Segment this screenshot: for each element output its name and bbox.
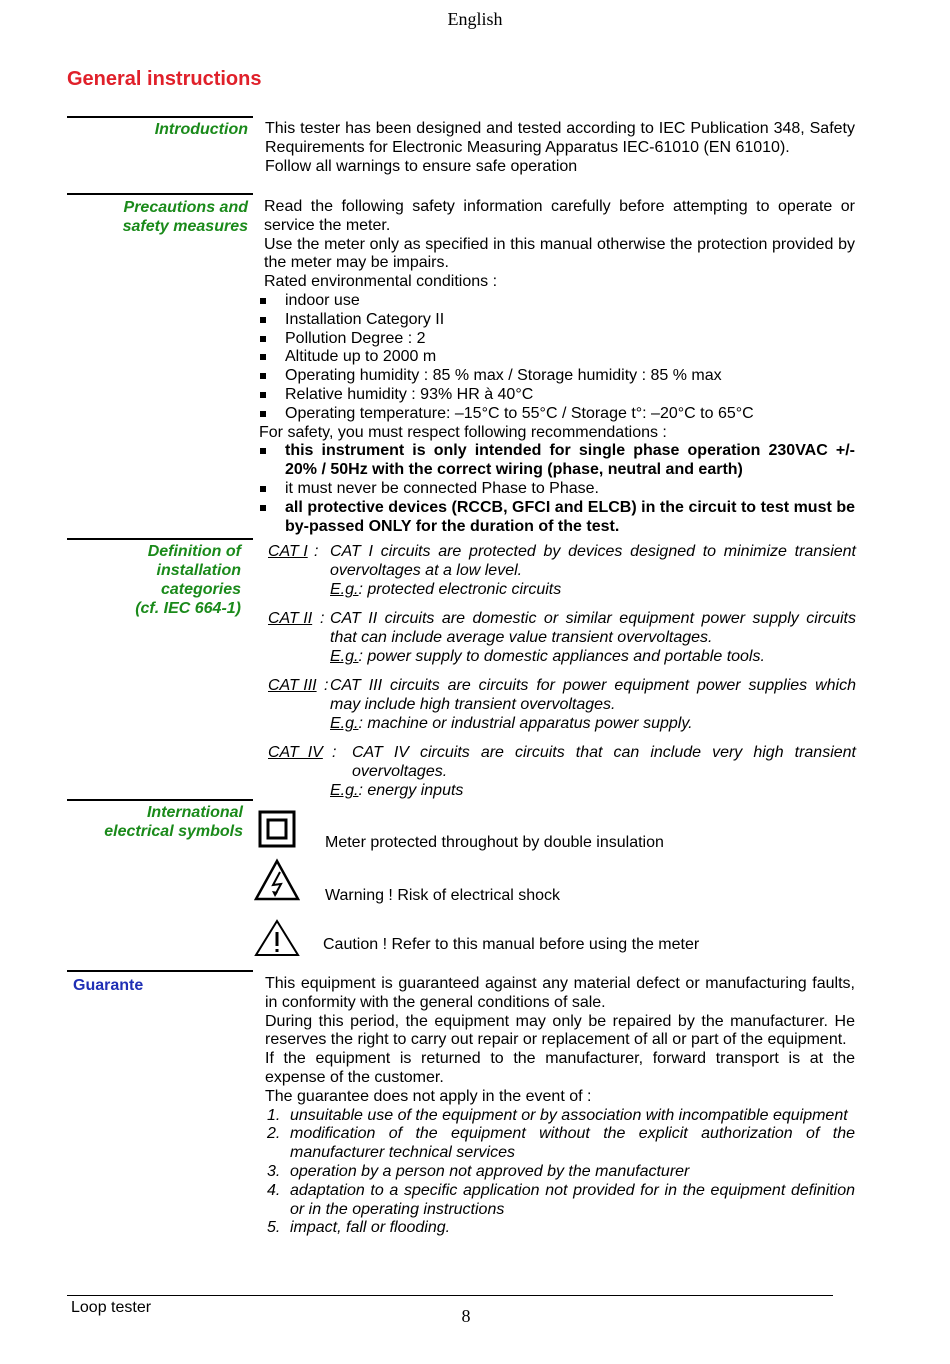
page-header-language: English bbox=[447, 9, 503, 29]
page-title: General instructions bbox=[67, 68, 262, 90]
category-cat-iii bbox=[268, 676, 856, 734]
footer-divider bbox=[67, 1295, 833, 1296]
list-item bbox=[265, 1219, 855, 1238]
list-item: Pollution Degree : 2 bbox=[260, 330, 855, 349]
list-item bbox=[265, 1182, 855, 1220]
example-abbrev: E.g. bbox=[330, 715, 359, 733]
category-separator: : bbox=[314, 543, 319, 560]
category-description: CAT IV circuits are circuits that can include very high transient overvoltages. bbox=[352, 744, 856, 781]
section-rule-guarantee bbox=[67, 970, 253, 972]
electrical-shock-icon bbox=[254, 858, 300, 902]
category-separator: : bbox=[320, 610, 325, 627]
example-text: : power supply to domestic appliances and portable tools. bbox=[358, 648, 765, 666]
guarantee-paragraph-2: During this period, the equipment may only be repaired by the manufacturer. He reserves the right to carry out repair or replacement of all or part of the equipment. bbox=[265, 1012, 855, 1049]
section-label-guarantee: Guarante bbox=[73, 977, 144, 994]
double-insulation-text: Meter protected throughout by double insulation bbox=[325, 834, 664, 851]
precautions-paragraph-2: Use the meter only as specified in this manual otherwise the protection provided by the meter may be impairs. bbox=[264, 235, 855, 272]
guarantee-exclusions-list bbox=[265, 1107, 855, 1239]
list-text: operation by a person not approved by the manufacturer bbox=[290, 1162, 690, 1180]
category-example bbox=[330, 647, 856, 666]
category-label: CAT IV bbox=[268, 744, 323, 761]
example-abbrev: E.g. bbox=[330, 782, 359, 800]
double-insulation-icon bbox=[258, 810, 296, 848]
section-label-symbols: International electrical symbols bbox=[104, 804, 243, 840]
list-item bbox=[265, 1163, 855, 1182]
list-number: 5. bbox=[267, 1219, 281, 1237]
list-item: this instrument is only intended for single phase operation 230VAC +/- 20% / 50Hz with the correct wiring (phase, neutral and earth) bbox=[260, 442, 855, 480]
list-item: Relative humidity : 93% HR à 40°C bbox=[260, 386, 855, 405]
category-separator: : bbox=[332, 744, 337, 761]
category-example bbox=[330, 714, 856, 733]
section-label-categories: Definition of installation categories (cf. IEC 664-1) bbox=[135, 543, 241, 617]
category-cat-i bbox=[268, 542, 856, 600]
category-cat-ii bbox=[268, 609, 856, 667]
list-item: it must never be connected Phase to Phase. bbox=[260, 480, 855, 499]
precautions-paragraph-1: Read the following safety information carefully before attempting to operate or service the meter. bbox=[264, 198, 855, 234]
guarantee-paragraph-4: The guarantee does not apply in the event of : bbox=[265, 1087, 592, 1105]
category-cat-iv bbox=[268, 743, 856, 801]
precautions-paragraph-3: Rated environmental conditions : bbox=[264, 273, 498, 291]
list-item: Installation Category II bbox=[260, 311, 855, 330]
list-item: Operating temperature: –15°C to 55°C / Storage t°: –20°C to 65°C bbox=[260, 405, 855, 424]
section-rule-symbols bbox=[67, 799, 253, 801]
footer-product-name: Loop tester bbox=[71, 1299, 152, 1316]
precautions-paragraph-4: For safety, you must respect following recommendations : bbox=[259, 423, 667, 441]
caution-text: Caution ! Refer to this manual before using the meter bbox=[323, 936, 700, 953]
section-rule-introduction bbox=[67, 116, 253, 118]
section-label-introduction: Introduction bbox=[154, 121, 248, 138]
list-number: 2. bbox=[267, 1125, 281, 1143]
category-description: CAT III circuits are circuits for power equipment power supplies which may include high transient overvoltages. bbox=[330, 677, 856, 714]
list-number: 3. bbox=[267, 1162, 281, 1180]
introduction-paragraph: This tester has been designed and tested according to IEC Publication 348, Safety Requirements for Electronic Measuring Apparatus IEC-61010 (EN 61010). bbox=[265, 120, 855, 156]
category-description: CAT II circuits are domestic or similar equipment power supply circuits that can include average value transient overvoltages. bbox=[330, 610, 856, 647]
category-example bbox=[330, 580, 856, 599]
example-text: : energy inputs bbox=[358, 782, 464, 800]
electrical-shock-text: Warning ! Risk of electrical shock bbox=[325, 887, 561, 904]
category-description: CAT I circuits are protected by devices designed to minimize transient overvoltages at a low level. bbox=[330, 543, 856, 580]
example-text: : machine or industrial apparatus power supply. bbox=[358, 715, 693, 733]
list-number: 4. bbox=[267, 1181, 281, 1199]
category-label: CAT I bbox=[268, 543, 308, 560]
list-item: Altitude up to 2000 m bbox=[260, 348, 855, 367]
section-rule-precautions bbox=[67, 193, 253, 195]
list-text: modification of the equipment without the explicit authorization of the manufacturer technical services bbox=[290, 1125, 855, 1162]
list-text: unsuitable use of the equipment or by association with incompatible equipment bbox=[290, 1106, 848, 1124]
introduction-body bbox=[265, 120, 855, 176]
environment-conditions-list bbox=[260, 292, 855, 424]
precautions-body bbox=[259, 198, 855, 536]
caution-warning-icon bbox=[254, 918, 300, 958]
category-label: CAT III bbox=[268, 677, 317, 694]
category-example bbox=[330, 781, 856, 800]
list-item: indoor use bbox=[260, 292, 855, 311]
list-item bbox=[265, 1125, 855, 1163]
guarantee-body bbox=[265, 975, 855, 1238]
category-separator: : bbox=[324, 677, 329, 694]
example-abbrev: E.g. bbox=[330, 581, 359, 599]
example-text: : protected electronic circuits bbox=[358, 581, 562, 599]
list-item: Operating humidity : 85 % max / Storage humidity : 85 % max bbox=[260, 367, 855, 386]
introduction-warning-note: Follow all warnings to ensure safe operation bbox=[265, 157, 578, 175]
example-abbrev: E.g. bbox=[330, 648, 359, 666]
guarantee-paragraph-3: If the equipment is returned to the manufacturer, forward transport is at the expense of the customer. bbox=[265, 1050, 855, 1086]
list-text: adaptation to a specific application not provided for in the equipment definition or in the operating instructions bbox=[290, 1181, 855, 1218]
section-label-precautions: Precautions and safety measures bbox=[122, 199, 248, 235]
safety-recommendations-list bbox=[260, 442, 855, 536]
list-item: all protective devices (RCCB, GFCI and ELCB) in the circuit to test must be by-passed ONLY for the duration of the test. bbox=[260, 499, 855, 537]
list-text: impact, fall or flooding. bbox=[290, 1219, 451, 1237]
page-number: 8 bbox=[461, 1306, 471, 1326]
category-label: CAT II bbox=[268, 610, 313, 627]
list-number: 1. bbox=[267, 1106, 281, 1124]
guarantee-paragraph-1: This equipment is guaranteed against any material defect or manufacturing faults, in conformity with the general conditions of sale. bbox=[265, 975, 855, 1011]
section-rule-categories bbox=[67, 538, 253, 540]
list-item bbox=[265, 1107, 855, 1126]
